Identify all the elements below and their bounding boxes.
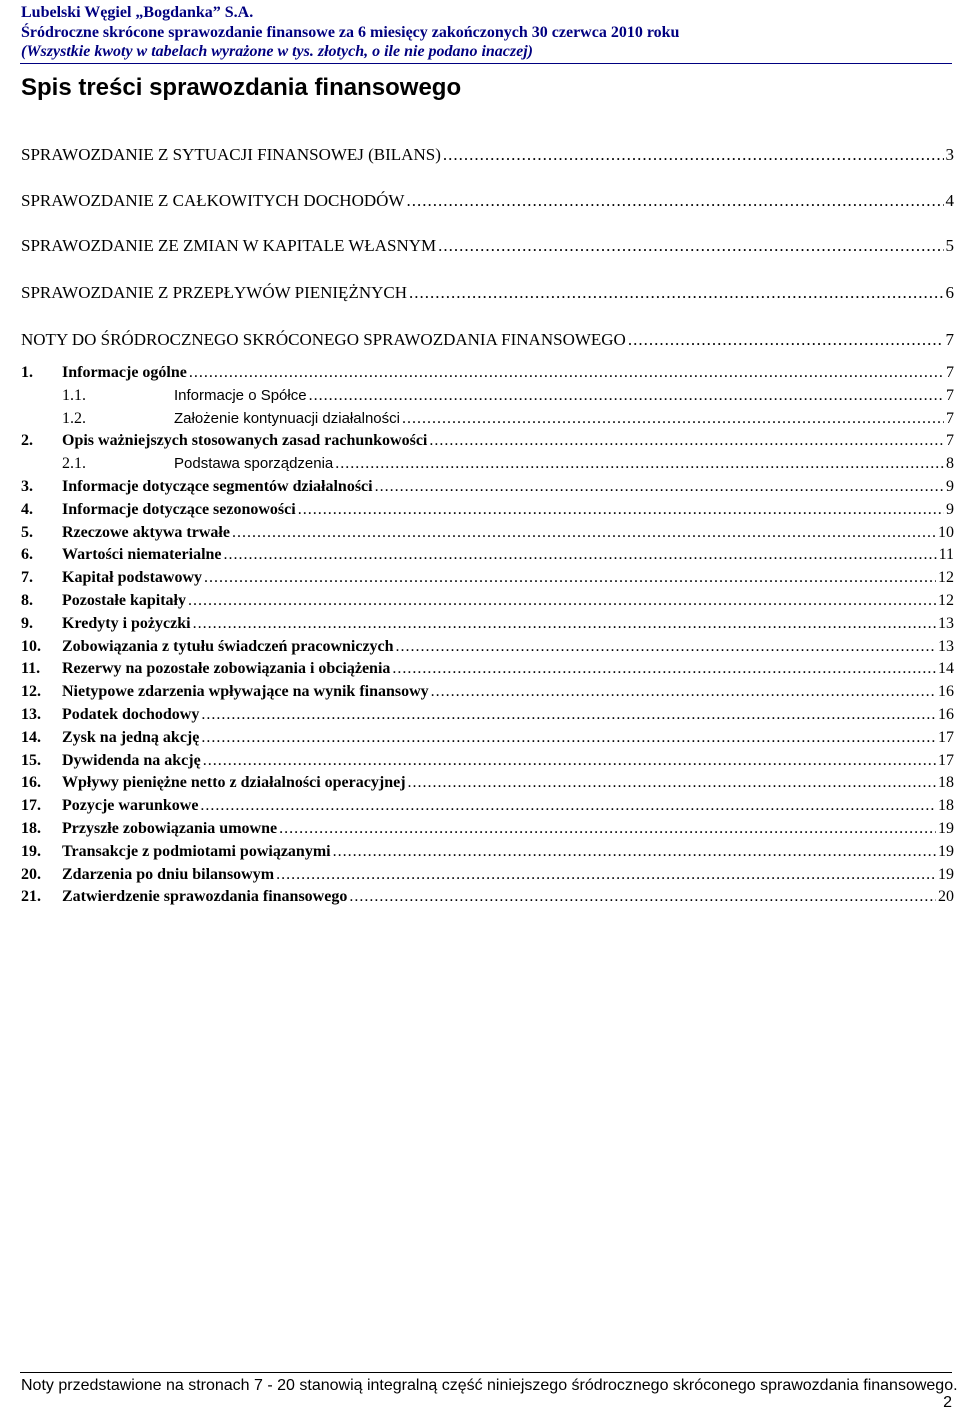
toc-entry-title: NOTY DO ŚRÓDROCZNEGO SKRÓCONEGO SPRAWOZDANIA FINANSOWEGO [21, 330, 626, 349]
toc-entry[interactable] [21, 236, 954, 256]
toc-entry[interactable] [21, 364, 954, 384]
toc-entry-page: 9 [946, 478, 954, 495]
toc-entry[interactable] [21, 683, 954, 703]
toc-entry[interactable] [21, 797, 954, 817]
toc-entry-page: 20 [938, 888, 954, 906]
toc-entry-title: Wartości niematerialne [62, 546, 222, 564]
toc-entry[interactable] [21, 615, 954, 635]
dot-leader [431, 683, 936, 701]
dot-leader [349, 888, 936, 906]
dot-leader [438, 236, 943, 256]
toc-entry-title: Podstawa sporządzenia [174, 455, 334, 473]
dot-leader [201, 729, 936, 747]
toc-entry-page: 12 [938, 592, 954, 609]
toc-entry-number: 9. [21, 614, 33, 632]
toc-entry-title: Dywidenda na akcję [62, 751, 201, 769]
company-name: Lubelski Węgiel „Bogdanka” S.A. [21, 4, 254, 21]
toc-entry-title: Pozostałe kapitały [62, 592, 186, 609]
toc-entry-title: Zobowiązania z tytułu świadczeń pracowniczych [62, 637, 394, 655]
dot-leader [189, 364, 944, 382]
toc-entry[interactable] [21, 638, 954, 658]
toc-entry-number: 1. [21, 364, 33, 381]
toc-entry-title: SPRAWOZDANIE ZE ZMIAN W KAPITALE WŁASNYM [21, 236, 437, 255]
report-title: Śródroczne skrócone sprawozdanie finansowe za 6 miesięcy zakończonych 30 czerwca 2010 roku [21, 23, 680, 41]
toc-entry[interactable] [21, 706, 954, 726]
dot-leader [193, 615, 936, 633]
toc-entry-page: 18 [938, 797, 954, 815]
toc-entry[interactable] [21, 729, 954, 749]
toc-entry-page: 18 [938, 774, 954, 792]
header-divider [20, 63, 952, 64]
toc-entry[interactable] [21, 145, 954, 165]
toc-entry-page: 14 [938, 660, 954, 678]
toc-entry-title: Rzeczowe aktywa trwałe [62, 523, 230, 541]
toc-entry[interactable] [21, 866, 954, 886]
toc-entry[interactable] [21, 843, 954, 863]
toc-entry-page: 13 [938, 614, 954, 632]
toc-entry-number: 13. [21, 706, 41, 723]
toc-entry[interactable] [21, 888, 954, 908]
toc-entry-page: 8 [946, 455, 954, 473]
toc-entry-number: 8. [21, 592, 33, 609]
toc-entry-number: 1.2. [62, 409, 86, 427]
toc-entry-page: 3 [945, 145, 954, 164]
toc-entry-number: 19. [21, 842, 41, 860]
toc-entry-page: 19 [938, 820, 954, 837]
toc-entry-title: SPRAWOZDANIE Z PRZEPŁYWÓW PIENIĘŻNYCH [21, 283, 407, 302]
dot-leader [298, 501, 944, 519]
dot-leader [201, 706, 936, 724]
page-number: 2 [943, 1394, 952, 1411]
document-header [21, 3, 951, 62]
dot-leader [279, 820, 936, 838]
toc-entry[interactable] [21, 660, 954, 680]
toc-entry-title: Rezerwy na pozostałe zobowiązania i obciążenia [62, 660, 391, 678]
toc-entry-page: 6 [945, 283, 954, 302]
toc-entry-title: Wpływy pieniężne netto z działalności operacyjnej [62, 774, 406, 792]
toc-entry-number: 5. [21, 523, 33, 541]
toc-entry-title: Pozycje warunkowe [62, 797, 199, 815]
toc-entry-number: 18. [21, 820, 41, 837]
toc-entry-number: 10. [21, 637, 41, 655]
footer-note: Noty przedstawione na stronach 7 - 20 stanowią integralną część niniejszego śródrocznego skróconego sprawozdania finansowego. [21, 1377, 958, 1394]
dot-leader [200, 797, 936, 815]
dot-leader [429, 432, 944, 450]
toc-entry-number: 12. [21, 683, 41, 701]
toc-entry[interactable] [21, 387, 954, 407]
page-title: Spis treści sprawozdania finansowego [21, 74, 462, 101]
toc-entry[interactable] [21, 432, 954, 452]
toc-entry[interactable] [21, 592, 954, 612]
toc-entry-page: 11 [938, 546, 954, 564]
dot-leader [392, 660, 936, 678]
dot-leader [409, 283, 944, 303]
toc-entry-number: 1.1. [62, 386, 86, 404]
dot-leader [203, 752, 936, 770]
toc-entry-page: 13 [938, 637, 954, 655]
toc-entry-page: 9 [946, 500, 954, 518]
toc-entry-page: 7 [946, 386, 954, 404]
toc-entry-title: Informacje o Spółce [174, 386, 307, 404]
toc-entry-number: 20. [21, 865, 41, 883]
toc-entry-page: 7 [945, 330, 954, 349]
toc-entry[interactable] [21, 546, 954, 566]
toc-entry-number: 14. [21, 728, 41, 746]
toc-entry-title: SPRAWOZDANIE Z SYTUACJI FINANSOWEJ (BILANS) [21, 145, 441, 164]
toc-entry-title: SPRAWOZDANIE Z CAŁKOWITYCH DOCHODÓW [21, 191, 405, 210]
toc-entry-page: 7 [946, 409, 954, 427]
dot-leader [309, 387, 944, 405]
toc-entry[interactable] [21, 752, 954, 772]
dot-leader [333, 843, 936, 861]
toc-entry-title: Zysk na jedną akcję [62, 728, 200, 746]
toc-entry-page: 12 [938, 569, 954, 587]
toc-entry-title: Informacje dotyczące segmentów działalności [62, 478, 373, 495]
toc-entry[interactable] [21, 569, 954, 589]
toc-entry[interactable] [21, 478, 954, 498]
dot-leader [628, 330, 944, 350]
toc-entry[interactable] [21, 820, 954, 840]
toc-entry[interactable] [21, 283, 954, 303]
toc-entry-number: 2. [21, 432, 33, 450]
dot-leader [232, 524, 936, 542]
toc-entry-title: Informacje dotyczące sezonowości [62, 500, 296, 518]
dot-leader [204, 569, 936, 587]
dot-leader [335, 455, 944, 473]
toc-entry-title: Kapitał podstawowy [62, 569, 203, 587]
toc-entry-title: Zdarzenia po dniu bilansowym [62, 865, 275, 883]
toc-entry-page: 7 [946, 364, 954, 381]
toc-entry-number: 16. [21, 774, 41, 792]
toc-entry-title: Podatek dochodowy [62, 706, 200, 723]
toc-entry-title: Opis ważniejszych stosowanych zasad rachunkowości [62, 432, 428, 450]
toc-entry-number: 11. [21, 660, 41, 678]
toc-entry-page: 19 [938, 865, 954, 883]
toc-entry-title: Przyszłe zobowiązania umowne [62, 820, 278, 837]
toc-entry-title: Transakcje z podmiotami powiązanymi [62, 842, 331, 860]
toc-entry-page: 10 [938, 523, 954, 541]
toc-entry[interactable] [21, 501, 954, 521]
toc-entry-page: 17 [938, 751, 954, 769]
toc-entry[interactable] [21, 410, 954, 430]
toc-entry-number: 2.1. [62, 455, 86, 473]
dot-leader [402, 410, 944, 428]
toc-entry-page: 7 [946, 432, 954, 450]
toc-entry-number: 3. [21, 478, 33, 495]
toc-entry-number: 21. [21, 888, 41, 906]
toc-entry-number: 15. [21, 751, 41, 769]
toc-entry[interactable] [21, 455, 954, 475]
toc-entry-title: Nietypowe zdarzenia wpływające na wynik finansowy [62, 683, 429, 701]
toc-entry-page: 16 [938, 683, 954, 701]
footer-divider [20, 1372, 952, 1373]
toc-entry-title: Informacje ogólne [62, 364, 187, 381]
toc-entry-title: Założenie kontynuacji działalności [174, 409, 400, 427]
toc-entry-title: Kredyty i pożyczki [62, 614, 191, 632]
dot-leader [408, 774, 936, 792]
toc-entry[interactable] [21, 330, 954, 350]
toc-entry[interactable] [21, 524, 954, 544]
dot-leader [406, 191, 943, 211]
toc-entry-page: 4 [945, 191, 954, 210]
dot-leader [396, 638, 936, 656]
toc-entry-number: 6. [21, 546, 33, 564]
dot-leader [276, 866, 936, 884]
toc-entry-number: 4. [21, 500, 33, 518]
toc-entry-number: 17. [21, 797, 41, 815]
units-note: (Wszystkie kwoty w tabelach wyrażone w tys. złotych, o ile nie podano inaczej) [21, 43, 533, 60]
toc-entry-page: 5 [945, 236, 954, 255]
toc-entry-page: 16 [938, 706, 954, 723]
dot-leader [188, 592, 936, 610]
toc-entry-page: 19 [938, 842, 954, 860]
toc-entry[interactable] [21, 191, 954, 211]
toc-entry-number: 7. [21, 569, 33, 587]
toc-entry[interactable] [21, 774, 954, 794]
dot-leader [443, 145, 944, 165]
dot-leader [224, 546, 937, 564]
toc-entry-page: 17 [938, 728, 954, 746]
dot-leader [375, 478, 944, 496]
toc-entry-title: Zatwierdzenie sprawozdania finansowego [62, 888, 348, 906]
